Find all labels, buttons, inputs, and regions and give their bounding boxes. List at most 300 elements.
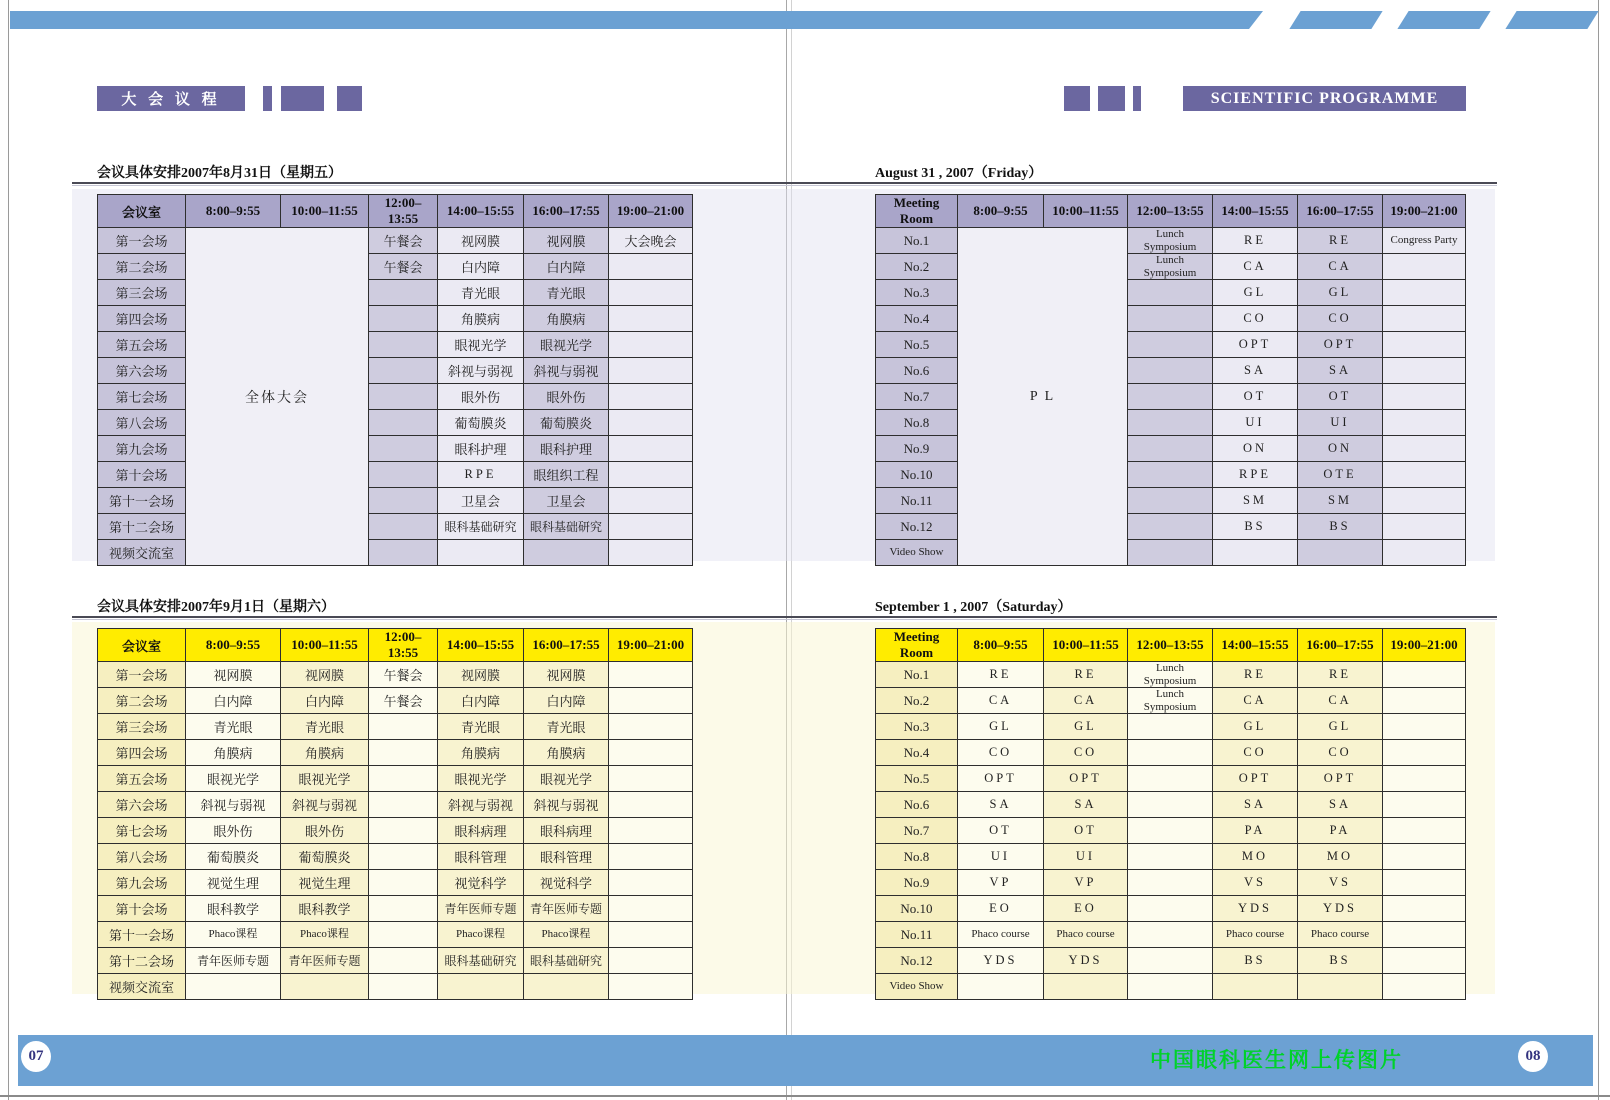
session-cell [1128,870,1213,896]
room-label-cell: No.12 [876,514,958,540]
session-cell [1383,462,1466,488]
schedule-row [876,844,1466,870]
room-label-cell: 第七会场 [98,384,186,410]
session-cell: PA [1298,818,1383,844]
time-column-header: 12:00–13:55 [369,629,438,662]
session-cell [369,818,438,844]
session-cell: 视觉科学 [524,870,609,896]
session-cell: UI [1298,410,1383,436]
session-cell [1383,948,1466,974]
schedule-row [876,948,1466,974]
right-page-title-banner [1183,86,1466,111]
room-label-cell: 第七会场 [98,818,186,844]
heading-rule [72,616,1497,620]
room-label-cell: 第二会场 [98,254,186,280]
schedule-row [98,844,693,870]
room-label-cell: No.2 [876,254,958,280]
session-cell [1383,844,1466,870]
session-cell [1383,514,1466,540]
session-cell: 葡萄膜炎 [186,844,281,870]
room-label-cell: 第四会场 [98,306,186,332]
session-cell [1128,462,1213,488]
room-column-header: 会议室 [98,195,186,228]
session-cell: 白内障 [281,688,369,714]
session-cell [609,688,693,714]
room-label-cell: No.1 [876,228,958,254]
room-column-header: Meeting Room [876,195,958,228]
session-cell: RE [1213,228,1298,254]
session-cell [609,540,693,566]
session-cell [1128,436,1213,462]
session-cell: MO [1298,844,1383,870]
room-label-cell: Video Show [876,540,958,566]
schedule-row [98,818,693,844]
room-column-header: Meeting Room [876,629,958,662]
schedule-row [98,662,693,688]
session-cell [1383,870,1466,896]
session-cell: BS [1298,948,1383,974]
room-label-cell: Video Show [876,974,958,1000]
session-cell: CA [1044,688,1128,714]
session-cell [1298,974,1383,1000]
room-label-cell: 第十会场 [98,462,186,488]
room-label-cell: 第一会场 [98,228,186,254]
session-cell: 角膜病 [524,306,609,332]
room-label-cell: 第一会场 [98,662,186,688]
session-cell [1128,792,1213,818]
session-cell [1128,896,1213,922]
session-cell: 斜视与弱视 [438,358,524,384]
schedule-row [98,792,693,818]
session-cell [1128,410,1213,436]
session-cell: Phaco课程 [186,922,281,948]
schedule-row [876,896,1466,922]
session-cell: GL [1298,280,1383,306]
session-cell: SA [1298,358,1383,384]
session-cell: 青年医师专题 [281,948,369,974]
session-cell: 角膜病 [281,740,369,766]
room-label-cell: No.9 [876,870,958,896]
room-label-cell: 第三会场 [98,280,186,306]
page-number-left-value: 07 [28,1048,44,1064]
page-number-right [1518,1041,1548,1072]
time-column-header: 10:00–11:55 [281,629,369,662]
session-cell: VP [1044,870,1128,896]
session-cell: CO [958,740,1044,766]
session-cell: 葡萄膜炎 [281,844,369,870]
session-cell [1383,766,1466,792]
page-number-left [21,1041,51,1072]
room-label-cell: No.6 [876,792,958,818]
session-cell [1128,488,1213,514]
session-cell [369,844,438,870]
room-label-cell: No.4 [876,740,958,766]
room-label-cell: No.8 [876,844,958,870]
room-label-cell: 第九会场 [98,436,186,462]
room-label-cell: 第六会场 [98,358,186,384]
session-cell: SA [1044,792,1128,818]
session-cell: 斜视与弱视 [186,792,281,818]
session-cell: GL [1298,714,1383,740]
session-cell: 眼视光学 [438,332,524,358]
session-cell [1128,948,1213,974]
session-cell: OTE [1298,462,1383,488]
session-cell: RE [1298,228,1383,254]
session-cell [609,280,693,306]
session-cell [609,436,693,462]
session-cell: Lunch Symposium [1128,662,1213,688]
left-page-edge-line [8,0,9,1100]
session-cell: 角膜病 [186,740,281,766]
session-cell [609,514,693,540]
session-cell: OPT [1044,766,1128,792]
session-cell [369,514,438,540]
session-cell: SA [1213,358,1298,384]
schedule-row [876,228,1466,254]
schedule-row [98,714,693,740]
session-cell: BS [1213,948,1298,974]
deco-block [263,86,272,111]
session-cell [609,410,693,436]
session-cell: OPT [1213,766,1298,792]
schedule-row [876,922,1466,948]
session-cell: CA [958,688,1044,714]
time-column-header: 14:00–15:55 [438,629,524,662]
session-cell: RPE [1213,462,1298,488]
room-label-cell: No.12 [876,948,958,974]
session-cell: 眼科护理 [438,436,524,462]
session-cell [1128,818,1213,844]
session-cell: 白内障 [186,688,281,714]
session-cell: Phaco课程 [281,922,369,948]
session-cell [524,540,609,566]
session-cell: BS [1298,514,1383,540]
session-cell: OT [1044,818,1128,844]
session-cell: 眼科护理 [524,436,609,462]
session-cell [609,818,693,844]
schedule-row [876,818,1466,844]
session-cell: 午餐会 [369,662,438,688]
session-cell [1383,896,1466,922]
session-cell: GL [958,714,1044,740]
session-cell: 午餐会 [369,688,438,714]
session-cell: 斜视与弱视 [281,792,369,818]
session-cell: SM [1298,488,1383,514]
session-cell [609,740,693,766]
room-label-cell: 第八会场 [98,410,186,436]
room-label-cell: 第十会场 [98,896,186,922]
room-label-cell: 第十二会场 [98,514,186,540]
schedule-row [98,228,693,254]
schedule-row [876,688,1466,714]
saturday-schedule-table-en [875,628,1466,1000]
left-page-title: 大 会 议 程 [121,92,221,108]
session-cell: VP [958,870,1044,896]
session-cell: YDS [1213,896,1298,922]
session-cell [1383,540,1466,566]
session-cell [186,974,281,1000]
time-column-header: 16:00–17:55 [524,629,609,662]
session-cell: 卫星会 [438,488,524,514]
session-cell: EO [1044,896,1128,922]
saturday-heading-cn: 会议具体安排2007年9月1日（星期六） [97,600,335,615]
session-cell: RE [1298,662,1383,688]
room-label-cell: No.10 [876,896,958,922]
room-label-cell: No.9 [876,436,958,462]
room-label-cell: 视频交流室 [98,540,186,566]
session-cell [369,436,438,462]
room-label-cell: No.11 [876,488,958,514]
session-cell [1128,332,1213,358]
room-label-cell: 第五会场 [98,332,186,358]
room-label-cell: No.3 [876,280,958,306]
session-cell [1383,306,1466,332]
session-cell: GL [1213,280,1298,306]
session-cell: ON [1298,436,1383,462]
schedule-row [98,688,693,714]
session-cell [1383,714,1466,740]
session-cell: 眼视光学 [524,766,609,792]
room-label-cell: 第十一会场 [98,922,186,948]
session-cell: OPT [1298,766,1383,792]
session-cell [369,540,438,566]
session-cell: 卫星会 [524,488,609,514]
session-cell: PA [1213,818,1298,844]
session-cell: 视网膜 [524,228,609,254]
session-cell: 眼视光学 [524,332,609,358]
session-cell: BS [1213,514,1298,540]
schedule-row [98,766,693,792]
time-column-header: 12:00–13:55 [1128,629,1213,662]
session-cell: 葡萄膜炎 [438,410,524,436]
session-cell: RE [1044,662,1128,688]
session-cell [1383,792,1466,818]
room-label-cell: No.6 [876,358,958,384]
time-column-header: 10:00–11:55 [281,195,369,228]
schedule-table [875,628,1466,1000]
time-column-header: 10:00–11:55 [1044,195,1128,228]
schedule-row [98,896,693,922]
session-cell: 眼科管理 [438,844,524,870]
time-column-header: 19:00–21:00 [1383,629,1466,662]
schedule-row [98,922,693,948]
left-page-title-banner [97,86,245,111]
schedule-table [97,194,693,566]
top-blue-bar [10,11,1263,29]
session-cell [609,332,693,358]
session-cell: 视觉科学 [438,870,524,896]
session-cell: 眼科基础研究 [438,948,524,974]
session-cell [609,896,693,922]
deco-block [337,86,362,111]
schedule-row [876,792,1466,818]
session-cell: 角膜病 [524,740,609,766]
session-cell: 青光眼 [524,280,609,306]
plenary-merged-cell: P L [958,228,1128,566]
session-cell: OT [958,818,1044,844]
session-cell: 角膜病 [438,306,524,332]
session-cell [1128,740,1213,766]
room-label-cell: No.2 [876,688,958,714]
session-cell [609,792,693,818]
session-cell: CA [1213,688,1298,714]
saturday-schedule-table-cn [97,628,693,1000]
session-cell [369,896,438,922]
room-label-cell: 第五会场 [98,766,186,792]
session-cell: Lunch Symposium [1128,254,1213,280]
time-column-header: 8:00–9:55 [186,195,281,228]
session-cell: 白内障 [524,254,609,280]
session-cell: RPE [438,462,524,488]
saturday-heading-en: September 1 , 2007（Saturday） [875,600,1072,615]
session-cell: YDS [958,948,1044,974]
session-cell [1128,766,1213,792]
session-cell: 眼科教学 [186,896,281,922]
schedule-row [98,870,693,896]
session-cell: 角膜病 [438,740,524,766]
room-label-cell: No.7 [876,818,958,844]
session-cell: 葡萄膜炎 [524,410,609,436]
session-cell [369,488,438,514]
time-column-header: 19:00–21:00 [609,195,693,228]
session-cell: EO [958,896,1044,922]
time-column-header: 14:00–15:55 [1213,629,1298,662]
session-cell [281,974,369,1000]
schedule-row [876,714,1466,740]
session-cell [609,384,693,410]
session-cell [1383,358,1466,384]
session-cell: 青年医师专题 [438,896,524,922]
session-cell [1383,384,1466,410]
session-cell: 眼科基础研究 [438,514,524,540]
session-cell: SM [1213,488,1298,514]
time-column-header: 14:00–15:55 [438,195,524,228]
session-cell: 眼外伤 [281,818,369,844]
room-label-cell: 第十二会场 [98,948,186,974]
session-cell: 白内障 [524,688,609,714]
session-cell: Lunch Symposium [1128,228,1213,254]
room-label-cell: 第六会场 [98,792,186,818]
session-cell: SA [958,792,1044,818]
time-column-header: 8:00–9:55 [958,629,1044,662]
session-cell [609,948,693,974]
session-cell [1213,974,1298,1000]
session-cell: SA [1213,792,1298,818]
session-cell [1128,844,1213,870]
session-cell: CO [1213,306,1298,332]
session-cell [1128,358,1213,384]
deco-block [1133,86,1141,111]
session-cell [1128,384,1213,410]
session-cell [609,306,693,332]
time-column-header: 8:00–9:55 [958,195,1044,228]
schedule-row [876,974,1466,1000]
session-cell [609,662,693,688]
session-cell: OT [1213,384,1298,410]
room-label-cell: No.8 [876,410,958,436]
session-cell: 眼视光学 [438,766,524,792]
session-cell: RE [958,662,1044,688]
time-column-header: 10:00–11:55 [1044,629,1128,662]
session-cell: UI [1213,410,1298,436]
session-cell: Phaco course [1044,922,1128,948]
session-cell [1044,974,1128,1000]
session-cell: UI [1044,844,1128,870]
watermark-text: 中国眼科医生网上传图片 [1150,1048,1403,1072]
room-label-cell: 第十一会场 [98,488,186,514]
room-label-cell: No.7 [876,384,958,410]
session-cell [1128,922,1213,948]
session-cell: GL [1044,714,1128,740]
session-cell: 眼外伤 [186,818,281,844]
session-cell: Phaco课程 [524,922,609,948]
session-cell: CO [1298,306,1383,332]
session-cell [369,740,438,766]
session-cell: 视网膜 [186,662,281,688]
session-cell [609,462,693,488]
session-cell [609,358,693,384]
deco-block [1098,86,1125,111]
session-cell [369,948,438,974]
session-cell [1128,714,1213,740]
session-cell: RE [1213,662,1298,688]
room-label-cell: No.5 [876,766,958,792]
deco-block [281,86,324,111]
session-cell: VS [1298,870,1383,896]
session-cell [1383,818,1466,844]
right-page-edge-line [1598,0,1599,1100]
session-cell [369,384,438,410]
session-cell [1383,332,1466,358]
room-label-cell: 第八会场 [98,844,186,870]
session-cell: MO [1213,844,1298,870]
session-cell: CO [1298,740,1383,766]
top-bar-stripe [1289,11,1382,29]
session-cell: Phaco course [958,922,1044,948]
session-cell: 午餐会 [369,254,438,280]
session-cell: OT [1298,384,1383,410]
session-cell [609,922,693,948]
room-column-header: 会议室 [98,629,186,662]
session-cell: 眼视光学 [281,766,369,792]
time-column-header: 12:00–13:55 [1128,195,1213,228]
right-page-title: SCIENTIFIC PROGRAMME [1210,89,1439,107]
plenary-merged-cell: 全体大会 [186,228,369,566]
session-cell [369,714,438,740]
session-cell [1128,514,1213,540]
deco-block [1064,86,1090,111]
schedule-row [876,740,1466,766]
session-cell: Phaco course [1298,922,1383,948]
session-cell [1128,306,1213,332]
session-cell: 视网膜 [524,662,609,688]
session-cell [369,766,438,792]
schedule-table [875,194,1466,566]
session-cell [1383,254,1466,280]
session-cell [1383,740,1466,766]
session-cell: 青年医师专题 [524,896,609,922]
session-cell: 眼外伤 [438,384,524,410]
time-column-header: 12:00–13:55 [369,195,438,228]
session-cell [1298,540,1383,566]
session-cell [1213,540,1298,566]
schedule-row [876,662,1466,688]
schedule-row [876,870,1466,896]
session-cell [524,974,609,1000]
session-cell: 视网膜 [281,662,369,688]
session-cell [1383,922,1466,948]
session-cell: OPT [958,766,1044,792]
